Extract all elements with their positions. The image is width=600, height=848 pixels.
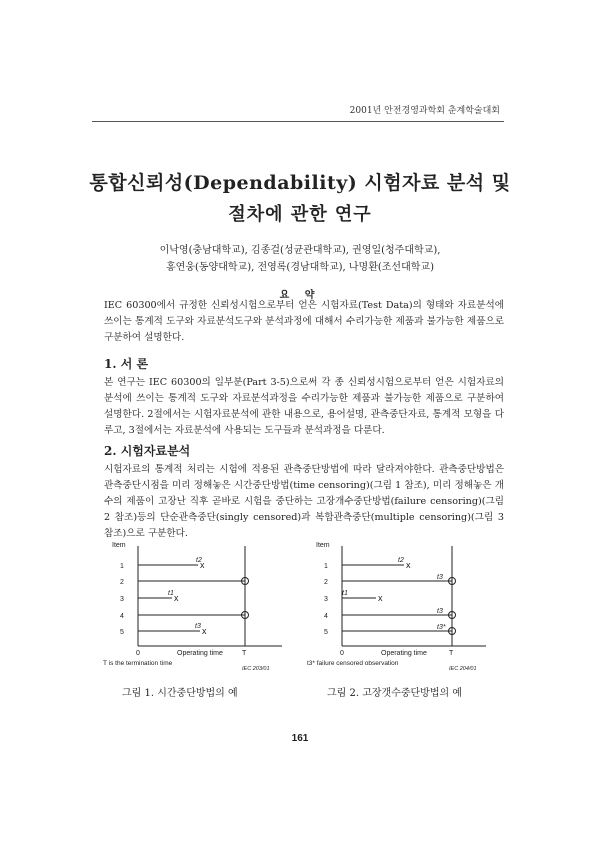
figure-1-caption: 그림 1. 시간중단방법의 예 [122, 688, 238, 699]
fig2-label-t3-b: t3 [437, 608, 443, 615]
fig2-t-label: T [449, 650, 454, 657]
fig2-y-axis-label: Item [316, 542, 330, 549]
fig1-failure-mark-1: x [200, 560, 205, 570]
fig2-x-axis-label: Operating time [381, 650, 427, 657]
fig1-item-2: 2 [120, 579, 124, 586]
abstract-heading: 요 약 [279, 290, 321, 301]
fig2-item-5: 5 [324, 629, 328, 636]
header-rule [92, 121, 504, 122]
fig1-label-t2: t2 [196, 557, 202, 564]
paper-title-line-1: 통합신뢰성(Dependability) 시험자료 분석 및 [89, 172, 511, 194]
fig2-label-t1: t1 [342, 590, 348, 597]
fig2-label-t3-star: t3* [437, 624, 446, 631]
fig2-origin: 0 [340, 650, 344, 657]
fig1-item-5: 5 [120, 629, 124, 636]
fig2-item-4: 4 [324, 613, 328, 620]
section-2-heading: 2. 시험자료분석 [104, 444, 191, 458]
authors-line-2: 홍연웅(동양대학교), 전영록(경남대학교), 나명환(조선대학교) [166, 262, 434, 273]
fig1-label-t1: t1 [168, 590, 174, 597]
section-2-text: 시험자료의 통계적 처리는 시험에 적용된 관측중단방법에 따라 달라져야한다. 관측중단방법은 관측중단시점을 미리 정해놓은 시간중단방법(time censoring)(그림 1 참조), 미리 정해놓은 개수의 제품이 고장난 직후 곧바로 시험을 중단하는 고장개수중단방법(failure censoring)(그림 2 참조)등의 단순관측중단(singly censored)과 복합관측중단(multiple censoring)(그림 3 참조)으로 구분한다. [104, 464, 504, 539]
fig2-failure-mark-1: x [406, 560, 411, 570]
figure-2-caption: 그림 2. 고장갯수중단방법의 예 [327, 688, 462, 699]
abstract-text: IEC 60300에서 규정한 신뢰성시험으로부터 얻은 시험자료(Test Data)의 형태와 자료분석에 쓰이는 통계적 도구와 자료분석도구와 분석과정에 대해서 수리가능한 제품과 불가능한 제품으로 구분하여 설명한다. [104, 300, 504, 343]
fig2-item-1: 1 [324, 563, 328, 570]
fig1-note: T is the termination time [103, 660, 173, 667]
figure-2-diagram [306, 536, 506, 681]
fig1-t-label: T [242, 650, 247, 657]
authors-line-1: 이낙영(충남대학교), 김종걸(성균관대학교), 권영일(청주대학교), [159, 245, 441, 256]
fig2-code: IEC 204/01 [449, 666, 477, 672]
fig2-item-3: 3 [324, 596, 328, 603]
fig1-origin: 0 [136, 650, 140, 657]
section-1-heading: 1. 서 론 [104, 357, 149, 371]
page-number: 161 [291, 733, 309, 744]
conference-header: 2001년 안전경영과학회 춘계학술대회 [349, 106, 500, 116]
fig1-item-3: 3 [120, 596, 124, 603]
fig1-y-axis-label: Item [112, 542, 126, 549]
fig1-item-4: 4 [120, 613, 124, 620]
fig2-label-t2: t2 [398, 557, 404, 564]
fig1-failure-mark-5: x [202, 626, 207, 636]
fig1-label-t3: t3 [195, 623, 201, 630]
fig2-note: t3* failure censored observation [307, 660, 399, 667]
paper-title-line-2: 절차에 관한 연구 [228, 204, 372, 225]
fig1-item-1: 1 [120, 563, 124, 570]
section-1-text: 본 연구는 IEC 60300의 일부분(Part 3-5)으로써 각 종 신뢰성시험으로부터 얻은 시험자료의 분석에 쓰이는 통계적 도구와 자료분석과정을 수리가능한 제품과 불가능한 제품으로 구분하여 설명한다. 2절에서는 시험자료분석에 관한 내용으로, 용어설명, 관측중단자료, 통계적 모형을 다루고, 3절에서는 자료분석에 사용되는 도구들과 분석과정을 다룬다. [104, 377, 504, 436]
fig2-item-2: 2 [324, 579, 328, 586]
fig2-failure-mark-3: x [378, 593, 383, 603]
fig1-x-axis-label: Operating time [177, 650, 223, 657]
fig1-failure-mark-3: x [174, 593, 179, 603]
fig1-code: IEC 203/01 [242, 666, 270, 672]
figure-1-diagram [102, 536, 302, 681]
fig2-label-t3-a: t3 [437, 574, 443, 581]
